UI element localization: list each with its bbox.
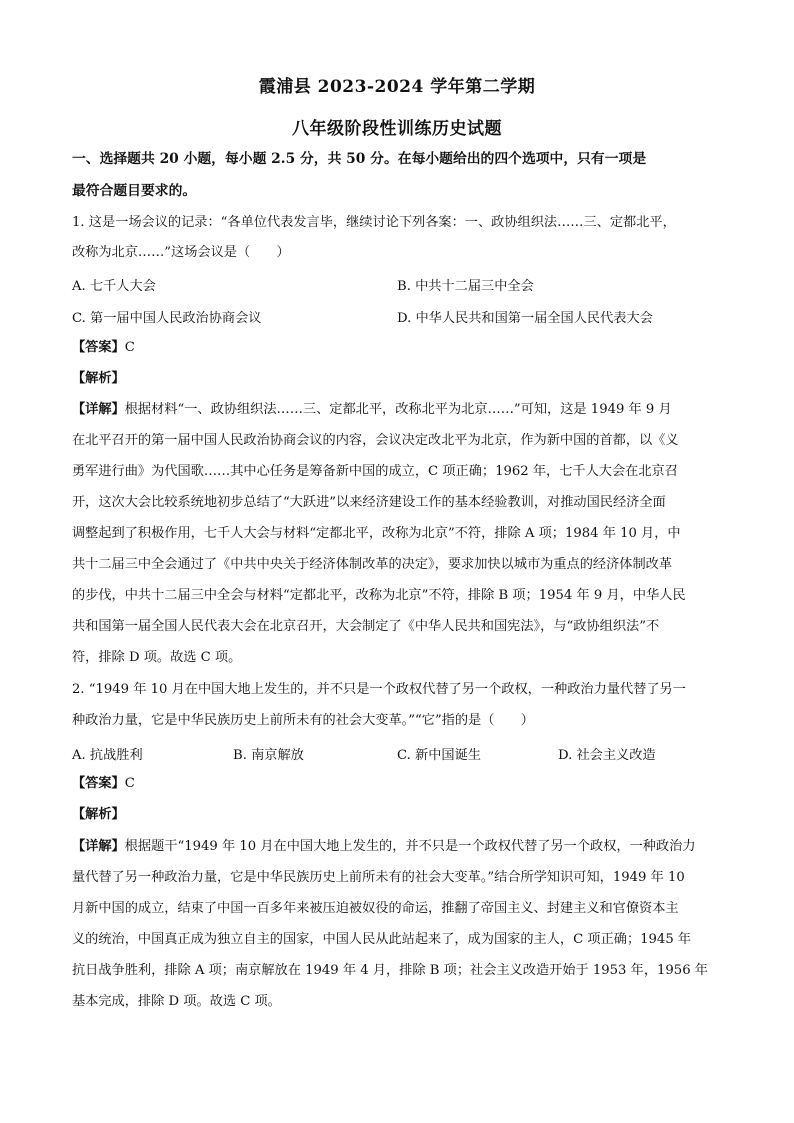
detail-text: 根据题干“1949 年 10 月在中国大地上发生的，并不只是一个政权代替了另一个政权，一种政治力 bbox=[124, 839, 696, 854]
question-1-stem-line-2: 改称为北京……”这场会议是（ ） bbox=[72, 245, 290, 260]
section-instruction-line-1: 一、选择题共 20 小题，每小题 2.5 分，共 50 分。在每小题给出的四个选项中，只有一项是 bbox=[72, 151, 647, 167]
question-2-detail-line-5: 抗日战争胜利，排除 A 项；南京解放在 1949 年 4 月，排除 B 项；社会主义改造开始于 1953 年，1956 年 bbox=[72, 963, 708, 978]
question-2-answer bbox=[72, 775, 722, 793]
question-1-option-a: A. 七千人大会 bbox=[72, 279, 156, 294]
question-2-detail-line-4: 义的统治，中国真正成为独立自主的国家，中国人民从此站起来了，成为国家的主人，C 项正确；1945 年 bbox=[72, 932, 692, 947]
question-1-detail-line-6: 共十二届三中全会通过了《中共中央关于经济体制改革的决定》，要求加快以城市为重点的经济体制改革 bbox=[72, 557, 673, 572]
section-instruction-line-2: 最符合题目要求的。 bbox=[72, 183, 197, 199]
question-1-stem-line-1: 1. 这是一场会议的记录：“各单位代表发言毕，继续讨论下列各案：一、政协组织法……三、定都北平， bbox=[72, 215, 676, 230]
question-1-answer bbox=[72, 339, 722, 357]
question-1-option-d: D. 中华人民共和国第一届全国人民代表大会 bbox=[397, 311, 653, 326]
question-1-detail-line-4: 开，这次大会比较系统地初步总结了“大跃进”以来经济建设工作的基本经验教训，对推动国民经济全面 bbox=[72, 495, 666, 510]
question-2-option-a: A. 抗战胜利 bbox=[72, 748, 143, 763]
answer-value: C bbox=[124, 776, 135, 791]
question-2-detail-line-6: 基本完成，排除 D 项。故选 C 项。 bbox=[72, 994, 281, 1009]
question-1-detail-line-7: 的步伐，中共十二届三中全会与材料“定都北平，改称为北京”不符，排除 B 项；1954 年 9 月，中华人民 bbox=[72, 588, 686, 603]
question-2-option-b: B. 南京解放 bbox=[233, 748, 304, 763]
question-1-detail-line-9: 符，排除 D 项。故选 C 项。 bbox=[72, 650, 242, 665]
question-2-detail-line-3: 月新中国的成立，结束了中国一百多年来被压迫被奴役的命运，推翻了帝国主义、封建主义和官僚资本主 bbox=[72, 901, 679, 916]
question-1-detail-line-8: 共和国第一届全国人民代表大会在北京召开，大会制定了《中华人民共和国宪法》，与“政协组织法”不 bbox=[72, 619, 660, 634]
detail-text: 根据材料“一、政协组织法……三、定都北平，改称北平为北京……”可知，这是 1949 年 9 月 bbox=[124, 402, 672, 417]
exam-title: 霞浦县 2023-2024 学年第二学期 bbox=[258, 77, 536, 97]
question-2-detail-line-2: 量代替了另一种政治力量，它是中华民族历史上前所未有的社会大变革。”结合所学知识可知，1949 年 10 bbox=[72, 870, 685, 885]
detail-tag: 【详解】 bbox=[72, 402, 125, 417]
question-2-option-d: D. 社会主义改造 bbox=[558, 748, 656, 763]
question-2-stem-line-1: 2. “1949 年 10 月在中国大地上发生的，并不只是一个政权代替了另一个政权，一种政治力量代替了另一 bbox=[72, 682, 686, 697]
exam-subtitle: 八年级阶段性训练历史试题 bbox=[292, 119, 502, 139]
detail-tag: 【详解】 bbox=[72, 839, 125, 854]
question-1-detail-line-3: 勇军进行曲》为代国歌……其中心任务是筹备新中国的成立，C 项正确；1962 年，七千人大会在北京召 bbox=[72, 464, 678, 479]
question-1-option-c: C. 第一届中国人民政治协商会议 bbox=[72, 311, 262, 326]
question-2-stem-line-2: 种政治力量，它是中华民族历史上前所未有的社会大变革。”“它”指的是（ ） bbox=[72, 713, 534, 728]
answer-value: C bbox=[124, 340, 135, 355]
question-1-detail-line-1 bbox=[72, 401, 722, 419]
question-1-detail-line-5: 调整起到了积极作用，七千人大会与材料“定都北平，改称为北京”不符，排除 A 项；1984 年 10 月，中 bbox=[72, 526, 681, 541]
question-1-option-b: B. 中共十二届三中全会 bbox=[397, 279, 534, 294]
question-1-detail-line-2: 在北平召开的第一届中国人民政治协商会议的内容，会议决定改北平为北京，作为新中国的首都，以《义 bbox=[72, 433, 679, 448]
question-1-analysis-tag: 【解析】 bbox=[72, 371, 125, 386]
answer-tag: 【答案】 bbox=[72, 776, 125, 791]
answer-tag: 【答案】 bbox=[72, 340, 125, 355]
question-2-detail-line-1 bbox=[72, 838, 722, 856]
question-2-option-c: C. 新中国诞生 bbox=[397, 748, 481, 763]
question-2-analysis-tag: 【解析】 bbox=[72, 807, 125, 822]
